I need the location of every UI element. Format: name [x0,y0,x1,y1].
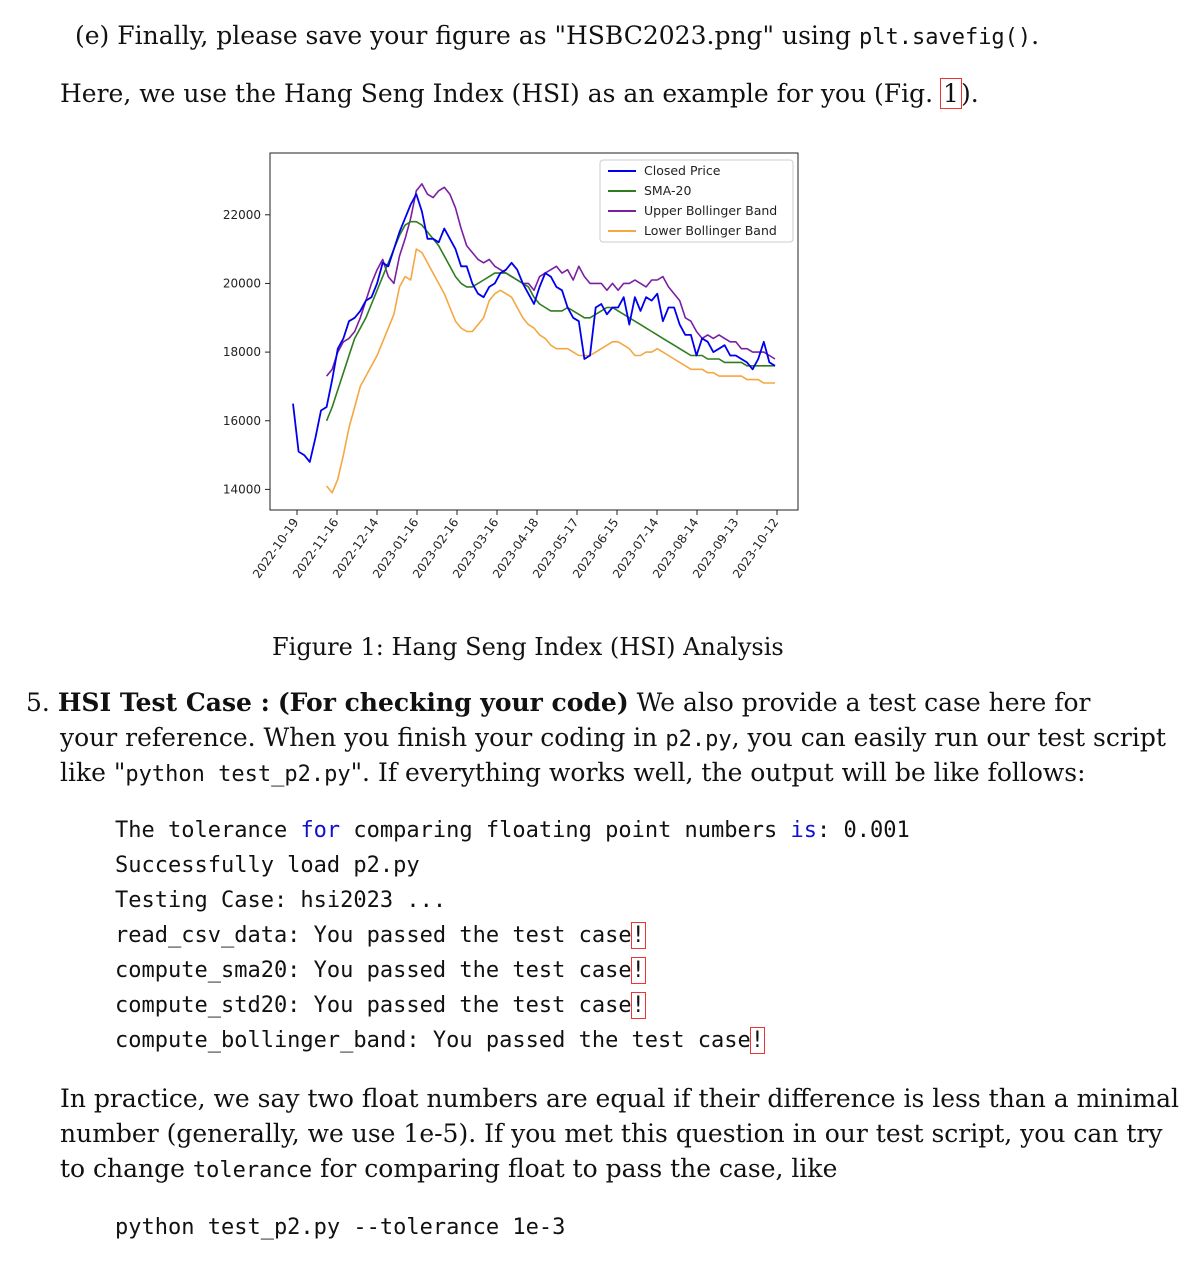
output-text: compute_bollinger_band: You passed the test case [115,1028,751,1053]
practice-line-1: In practice, we say two float numbers are equal if their difference is less than a minimal [60,1084,1179,1113]
item-5-line-1 [26,685,1090,720]
output-line-sma20 [115,953,645,988]
item-5-text-2b: , you can easily run our test script [731,723,1166,752]
practice-line-2: number (generally, we use 1e-5). If you met this question in our test script, you can try [60,1119,1163,1148]
y-tick-label: 20000 [222,276,261,291]
hsi-chart [0,0,1076,630]
series-line-lower-bollinger-band [327,249,775,493]
legend-label: Lower Bollinger Band [644,223,777,238]
output-text: comparing floating point numbers [340,818,791,843]
output-line-testing: Testing Case: hsi2023 ... [115,888,447,913]
x-tick-label: 2023-06-15 [569,515,622,581]
item-5-subtitle: (For checking your code) [277,688,629,717]
figure-ref-link[interactable]: 1 [943,79,959,108]
p2-file-name: p2.py [665,727,732,752]
practice-text: for comparing float to pass the case, like [312,1154,838,1183]
item-5-text-2a: your reference. When you finish your coding in [60,723,666,752]
y-tick-label: 14000 [222,482,261,497]
exclamation-mark: ! [631,923,645,948]
output-line-bollinger [115,1023,764,1058]
x-tick-label: 2022-12-14 [329,515,382,581]
output-line-read-csv [115,918,645,953]
output-text: compute_sma20: You passed the test case [115,958,632,983]
output-line-std20 [115,988,645,1023]
y-tick-label: 16000 [222,413,261,428]
legend-label: Closed Price [644,163,721,178]
x-tick-label: 2023-07-14 [609,515,662,581]
x-axis [250,510,781,581]
exclamation-mark: ! [750,1028,765,1053]
item-5-text-3b: ". If everything works well, the output will be like follows: [350,758,1086,787]
output-text: compute_std20: You passed the test case [115,993,632,1018]
practice-line-3 [60,1151,837,1188]
practice-text: to change [60,1154,193,1183]
item-5-line-2 [60,720,1166,757]
item-5-number: 5. [26,688,50,717]
chart-legend [600,160,793,242]
y-tick-label: 18000 [222,345,261,360]
x-tick-label: 2023-05-17 [529,515,582,581]
exclamation-mark: ! [631,958,645,983]
item-5-title: HSI Test Case : [57,688,270,717]
item-5-line-3 [60,755,1086,792]
step-e-text: (e) Finally, please save your figure as "HSBC2023.png" using [75,21,859,50]
item-5-text-1: We also provide a test case here for [628,688,1091,717]
tolerance-value: : 0.001 [817,818,910,843]
x-tick-label: 2022-11-16 [289,515,342,581]
output-text: The tolerance [115,818,301,843]
intro-suffix: ). [960,79,979,108]
savefig-code: plt.savefig() [858,25,1032,50]
exclamation-mark: ! [631,993,645,1018]
legend-label: Upper Bollinger Band [644,203,778,218]
x-tick-label: 2023-03-16 [449,515,502,581]
tolerance-command: python test_p2.py --tolerance 1e-3 [115,1215,566,1240]
figure-caption: Figure 1: Hang Seng Index (HSI) Analysis [272,633,784,661]
x-tick-label: 2023-04-18 [489,515,542,581]
output-text: read_csv_data: You passed the test case [115,923,632,948]
intro-text: Here, we use the Hang Seng Index (HSI) as an example for you (Fig. [60,79,942,108]
y-axis [223,208,270,497]
x-tick-label: 2023-10-12 [729,515,782,581]
keyword-is: is [790,818,818,843]
step-e-period: . [1031,21,1040,50]
legend-label: SMA-20 [644,183,692,198]
output-line-tolerance [115,813,910,848]
output-line-load: Successfully load p2.py [115,853,420,878]
test-command-inline: python test_p2.py [125,762,351,787]
x-tick-label: 2023-09-13 [689,515,742,581]
x-tick-label: 2023-01-16 [369,515,422,581]
x-tick-label: 2022-10-19 [249,515,302,581]
tolerance-code: tolerance [192,1158,313,1183]
y-tick-label: 22000 [222,207,261,222]
x-tick-label: 2023-08-14 [649,515,702,581]
x-tick-label: 2023-02-16 [409,515,462,581]
item-5-text-3a: like " [60,758,126,787]
keyword-for: for [300,818,341,843]
